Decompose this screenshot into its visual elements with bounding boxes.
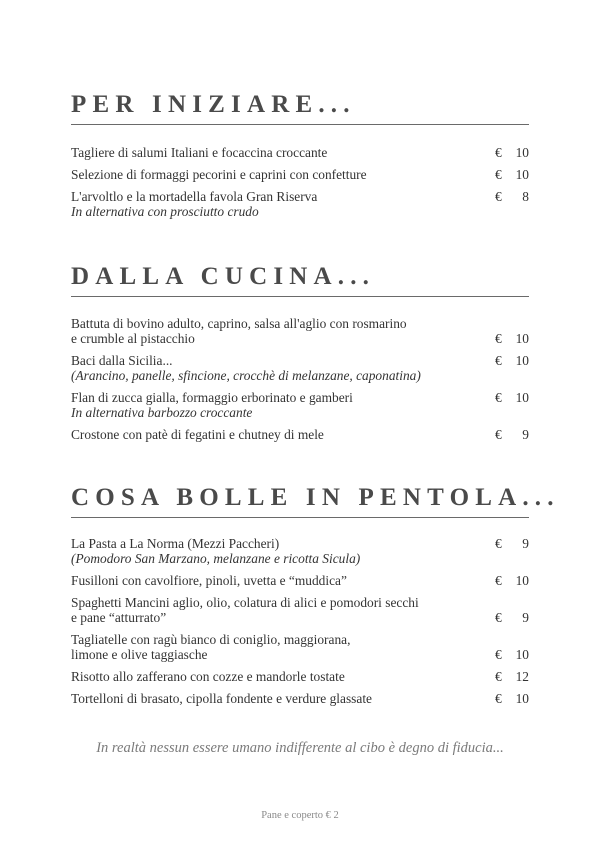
menu-item-note: (Arancino, panelle, sfincione, crocchè di melanzane, caponatina) xyxy=(71,368,421,383)
menu-item-text xyxy=(71,167,367,182)
price-value: 10 xyxy=(515,390,529,405)
menu-item-text xyxy=(71,189,317,219)
price-value: 8 xyxy=(522,189,529,204)
price-value: 12 xyxy=(515,669,529,684)
menu-item-name: Crostone con patè di fegatini e chutney di mele xyxy=(71,427,324,442)
menu-item-price xyxy=(495,390,529,405)
currency-symbol: € xyxy=(495,167,502,182)
footer-quote: In realtà nessun essere umano indifferente al cibo è degno di fiducia... xyxy=(96,740,504,756)
price-value: 10 xyxy=(515,353,529,368)
section-title: PER INIZIARE... xyxy=(71,90,529,125)
menu-item-price xyxy=(495,427,529,442)
menu-item xyxy=(71,536,529,566)
price-value: 10 xyxy=(515,573,529,588)
menu-item-note: In alternativa con prosciutto crudo xyxy=(71,204,259,219)
currency-symbol: € xyxy=(495,536,502,551)
menu-item xyxy=(71,595,529,625)
menu-item-name: Spaghetti Mancini aglio, olio, colatura di alici e pomodori secchi xyxy=(71,595,419,610)
menu-item-text xyxy=(71,390,353,420)
price-value: 9 xyxy=(522,536,529,551)
menu-item-text xyxy=(71,632,350,662)
menu-item-name-cont: limone e olive taggiasche xyxy=(71,647,208,662)
currency-symbol: € xyxy=(495,189,502,204)
menu-item-text xyxy=(71,669,345,684)
menu-item xyxy=(71,316,529,346)
currency-symbol: € xyxy=(495,145,502,160)
menu-item xyxy=(71,669,529,684)
currency-symbol: € xyxy=(495,353,502,368)
section-title: COSA BOLLE IN PENTOLA... xyxy=(71,483,529,518)
menu-item-name: Tortelloni di brasato, cipolla fondente e verdure glassate xyxy=(71,691,372,706)
menu-item-text xyxy=(71,427,324,442)
price-value: 10 xyxy=(515,331,529,346)
menu-item-text xyxy=(71,316,407,346)
menu-item-text xyxy=(71,595,419,625)
price-value: 10 xyxy=(515,167,529,182)
menu-item-name: La Pasta a La Norma (Mezzi Paccheri) xyxy=(71,536,280,551)
menu-item-price xyxy=(495,647,529,662)
currency-symbol: € xyxy=(495,691,502,706)
menu-item-text xyxy=(71,573,347,588)
section-dalla-cucina xyxy=(71,262,529,449)
section-cosa-bolle-in-pentola xyxy=(71,483,560,713)
menu-item-price xyxy=(495,331,529,346)
menu-item-text xyxy=(71,691,372,706)
menu-item xyxy=(71,353,529,383)
menu-item-name-cont: e crumble al pistacchio xyxy=(71,331,195,346)
menu-item-price xyxy=(495,691,529,706)
menu-item xyxy=(71,145,529,160)
currency-symbol: € xyxy=(495,331,502,346)
menu-item-note: In alternativa barbozzo croccante xyxy=(71,405,253,420)
currency-symbol: € xyxy=(495,647,502,662)
menu-item xyxy=(71,167,529,182)
currency-symbol: € xyxy=(495,573,502,588)
menu-items xyxy=(71,145,529,219)
menu-item-name: Battuta di bovino adulto, caprino, salsa all'aglio con rosmarino xyxy=(71,316,407,331)
price-value: 10 xyxy=(515,691,529,706)
section-title: DALLA CUCINA... xyxy=(71,262,529,297)
menu-item-price xyxy=(495,573,529,588)
menu-item-name-cont: e pane “atturrato” xyxy=(71,610,167,625)
currency-symbol: € xyxy=(495,610,502,625)
menu-item-name: Fusilloni con cavolfiore, pinoli, uvetta e “muddica” xyxy=(71,573,347,588)
menu-items xyxy=(71,536,529,706)
menu-item-name: Tagliere di salumi Italiani e focaccina croccante xyxy=(71,145,328,160)
menu-item xyxy=(71,390,529,420)
menu-item-name: Flan di zucca gialla, formaggio erborinato e gamberi xyxy=(71,390,353,405)
menu-item-price xyxy=(495,145,529,160)
menu-item-price xyxy=(495,669,529,684)
currency-symbol: € xyxy=(495,390,502,405)
menu-item-name: Risotto allo zafferano con cozze e mandorle tostate xyxy=(71,669,345,684)
menu-item-price xyxy=(495,536,529,551)
menu-item xyxy=(71,573,529,588)
menu-item-note: (Pomodoro San Marzano, melanzane e ricotta Sicula) xyxy=(71,551,361,566)
price-value: 9 xyxy=(522,610,529,625)
cover-charge: Pane e coperto € 2 xyxy=(261,810,339,821)
currency-symbol: € xyxy=(495,427,502,442)
menu-item-text xyxy=(71,145,327,160)
section-per-iniziare xyxy=(71,90,529,226)
menu-item-price xyxy=(495,167,529,182)
menu-item-price xyxy=(495,353,529,368)
price-value: 10 xyxy=(515,647,529,662)
menu-item-text xyxy=(71,536,360,566)
menu-items xyxy=(71,316,529,442)
menu-item xyxy=(71,691,529,706)
currency-symbol: € xyxy=(495,669,502,684)
menu-item-name: Baci dalla Sicilia... xyxy=(71,353,173,368)
menu-item xyxy=(71,427,529,442)
price-value: 10 xyxy=(515,145,529,160)
menu-item-text xyxy=(71,353,421,383)
price-value: 9 xyxy=(522,427,529,442)
menu-item xyxy=(71,189,529,219)
menu-item-price xyxy=(495,610,529,625)
menu-item-name: Selezione di formaggi pecorini e caprini con confetture xyxy=(71,167,367,182)
menu-item-price xyxy=(495,189,529,204)
menu-item-name: Tagliatelle con ragù bianco di coniglio, maggiorana, xyxy=(71,632,351,647)
menu-item-name: L'arvoltlo e la mortadella favola Gran Riserva xyxy=(71,189,318,204)
menu-item xyxy=(71,632,529,662)
